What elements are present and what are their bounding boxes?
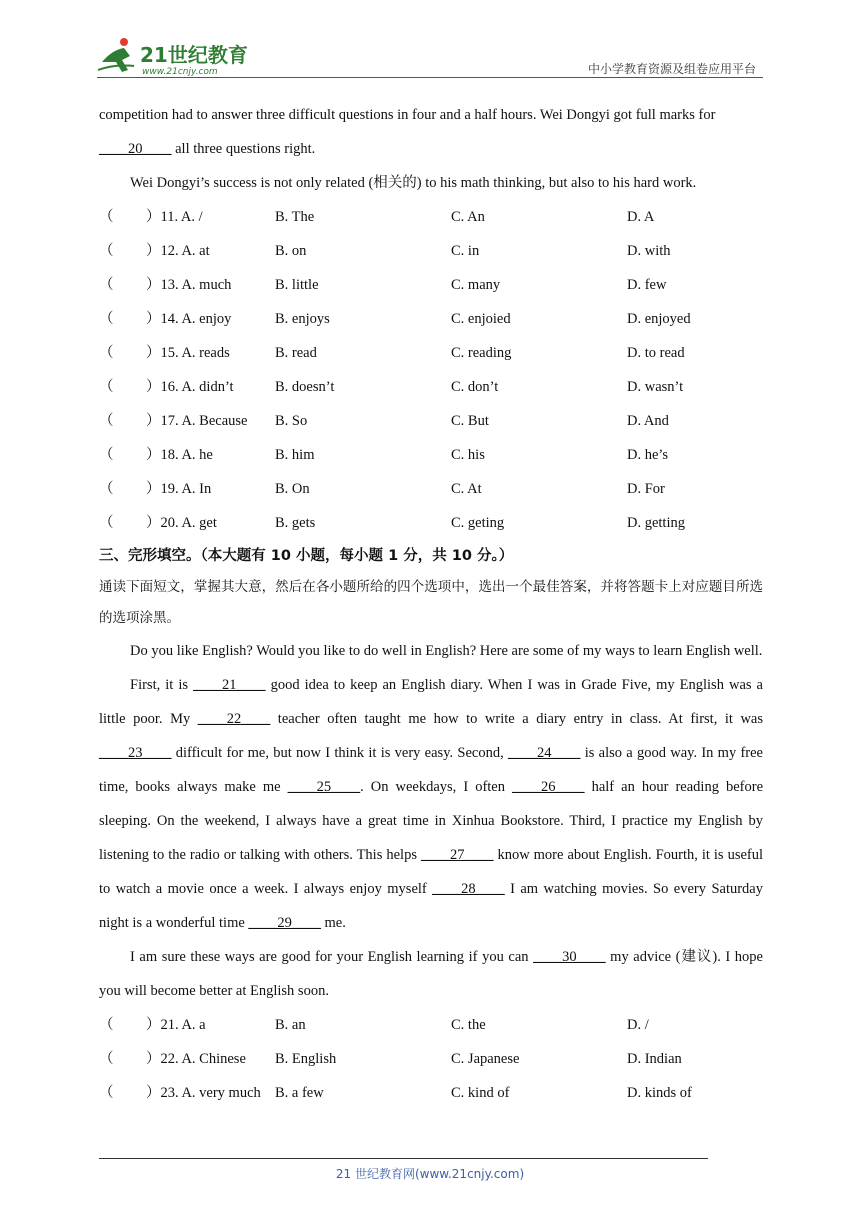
question-list-21-23 (99, 1008, 763, 1110)
question-row: （ ）20. A. get B. gets C. geting D. getting (99, 515, 685, 531)
brand-logo (94, 36, 266, 78)
platform-name: 中小学教育资源及组卷应用平台 (587, 62, 756, 76)
question-row: （ ）15. A. reads B. read C. reading D. to read (99, 345, 685, 361)
question-row: （ ）13. A. much B. little C. many D. few (99, 277, 667, 293)
question-list-11-20 (99, 200, 763, 540)
blank-26: ____26____ (512, 779, 585, 795)
question-row: （ ）22. A. Chinese B. English C. Japanese D. Indian (99, 1051, 682, 1067)
question-row: （ ）19. A. In B. On C. At D. For (99, 481, 665, 497)
passage2-body: First, it is ____21____ good idea to keep an English diary. When I was in Grade Five, my English was a little poor. My ____22____ teacher often taught me how to write a diary entry in class. At first, it was ____23____ difficult for me, but now I think it is very easy. Second, ____24____ is also a good way. In my free time, books always make me ____25____. On weekdays, I often ____26____ half an hour reading before sleeping. On the weekend, I always have a great time in Xinhua Bookstore. Third, I practice my English by listening to the radio or talking with others. This helps ____27____ know more about English. Fourth, it is useful to watch a movie once a week. I always enjoy myself ____28____ I am watching movies. So every Saturday night is a wonderful time ____29____ me. (99, 677, 764, 931)
blank-22: ____22____ (197, 711, 271, 727)
blank-27: ____27____ (420, 847, 494, 863)
blank-20: ____20____ (99, 141, 172, 157)
question-row: （ ）12. A. at B. on C. in D. with (99, 243, 671, 259)
blank-24: ____24____ (507, 745, 581, 761)
question-row: （ ）18. A. he B. him C. his D. he’s (99, 447, 669, 463)
question-row: （ ）17. A. Because B. So C. But D. And (99, 413, 669, 429)
header-divider (97, 77, 763, 78)
question-row: （ ）21. A. a B. an C. the D. / (99, 1017, 649, 1033)
passage2-closing: I am sure these ways are good for your English learning if you can ____30____ my advice (建议). I hope you will become better at English soon. (99, 949, 763, 999)
passage1-line2: ____20____ all three questions right. (99, 141, 316, 157)
logo-url: www.21cnjy.com (142, 67, 218, 77)
question-row: （ ）14. A. enjoy B. enjoys C. enjoied D. enjoyed (99, 311, 691, 327)
question-row: （ ）23. A. very much B. a few C. kind of D. kinds of (99, 1085, 692, 1101)
blank-23: ____23____ (99, 745, 172, 761)
page-content (99, 98, 763, 1110)
footer-divider (99, 1158, 708, 1159)
blank-28: ____28____ (432, 881, 505, 897)
blank-30: ____30____ (533, 949, 606, 965)
passage2-intro: Do you like English? Would you like to do well in English? Here are some of my ways to learn English well. (130, 643, 763, 659)
logo-text: 21世纪教育 (140, 43, 248, 67)
section-title: 三、完形填空。（本大题有 10 小题，每小题 1 分，共 10 分。） (99, 548, 514, 564)
passage1-line1: competition had to answer three difficult questions in four and a half hours. Wei Dongyi got full marks for (99, 107, 716, 123)
blank-29: ____29____ (248, 915, 321, 931)
footer-text: 21 世纪教育网(www.21cnjy.com) (335, 1167, 525, 1181)
question-row: （ ）11. A. / B. The C. An D. A (99, 209, 655, 225)
question-row: （ ）16. A. didn’t B. doesn’t C. don’t D. wasn’t (99, 379, 684, 395)
blank-25: ____25____ (287, 779, 361, 795)
passage1-para2: Wei Dongyi’s success is not only related (相关的) to his math thinking, but also to his hard work. (130, 175, 697, 191)
blank-21: ____21____ (193, 677, 266, 693)
runner-logo-icon (94, 36, 266, 78)
section-instructions: 通读下面短文，掌握其大意，然后在各小题所给的四个选项中，选出一个最佳答案，并将答题卡上对应题目所选的选项涂黑。 (99, 579, 763, 626)
